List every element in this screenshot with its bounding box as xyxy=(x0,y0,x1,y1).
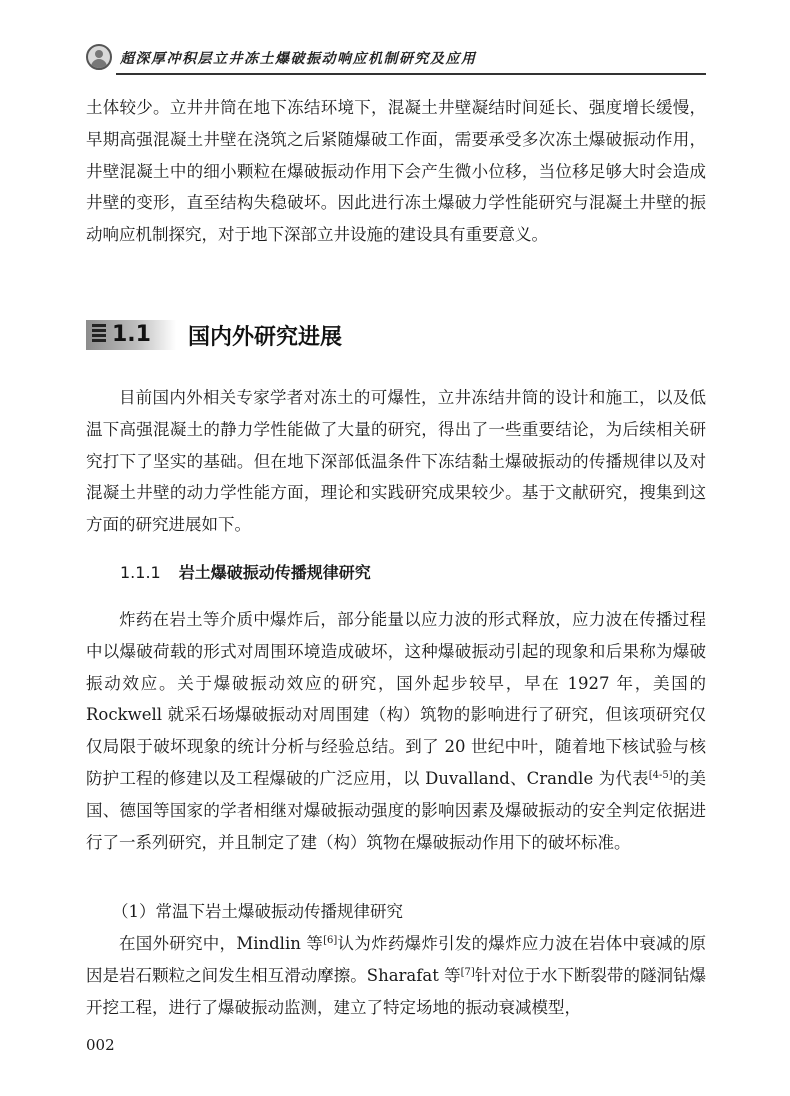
page-number: 002 xyxy=(86,1036,115,1054)
list-icon xyxy=(92,324,106,344)
citation: [7] xyxy=(460,966,475,978)
author-portrait-icon xyxy=(86,44,112,70)
book-title: 超深厚冲积层立井冻土爆破振动响应机制研究及应用 xyxy=(120,51,477,67)
text-run: 在国外研究中，Mindlin 等 xyxy=(119,934,324,953)
section-title: 国内外研究进展 xyxy=(188,325,343,350)
subsection-number: 1.1.1 xyxy=(120,563,161,582)
text-run: 认为炸药爆炸引发的爆炸应力波在岩体中衰减的原因是岩石颗粒之间发生相互滑动摩擦。Sharafat 等 xyxy=(86,934,706,985)
section-heading xyxy=(86,316,706,356)
running-header xyxy=(86,42,706,76)
body-paragraph xyxy=(86,604,706,858)
section-paragraph: 目前国内外相关专家学者对冻土的可爆性，立井冻结井筒的设计和施工，以及低温下高强混凝土的静力学性能做了大量的研究，得出了一些重要结论，为后续相关研究打下了坚实的基础。但在地下深部低温条件下冻结黏土爆破振动的传播规律以及对混凝土井壁的动力学性能方面，理论和实践研究成果较少。基于文献研究，搜集到这方面的研究进展如下。 xyxy=(86,388,706,535)
section-badge xyxy=(86,320,176,350)
citation: [4-5] xyxy=(648,769,673,781)
body-paragraph-2 xyxy=(86,928,706,1023)
subsection-heading xyxy=(120,560,371,583)
list-item-heading: （1）常温下岩土爆破振动传播规律研究 xyxy=(112,902,403,921)
section-number: 1.1 xyxy=(112,322,151,347)
subsection-title: 岩土爆破振动传播规律研究 xyxy=(178,563,371,582)
header-rule xyxy=(116,73,706,75)
intro-paragraph: 土体较少。立井井筒在地下冻结环境下，混凝土井壁凝结时间延长、强度增长缓慢，早期高强混凝土井壁在浇筑之后紧随爆破工作面，需要承受多次冻土爆破振动作用，井壁混凝土中的细小颗粒在爆破振动作用下会产生微小位移，当位移足够大时会造成井壁的变形，直至结构失稳破坏。因此进行冻土爆破力学性能研究与混凝土井壁的振动响应机制探究，对于地下深部立井设施的建设具有重要意义。 xyxy=(86,98,706,245)
text-run: 的美国、德国等国家的学者相继对爆破振动强度的影响因素及爆破振动的安全判定依据进行了一系列研究，并且制定了建（构）筑物在爆破振动作用下的破坏标准。 xyxy=(86,768,706,852)
citation: [6] xyxy=(323,935,338,946)
text-run: 针对位于水下断裂带的隧洞钻爆开挖工程，进行了爆破振动监测，建立了特定场地的振动衰减模型， xyxy=(86,965,706,1017)
text-run: 炸药在岩土等介质中爆炸后，部分能量以应力波的形式释放，应力波在传播过程中以爆破荷载的形式对周围环境造成破坏，这种爆破振动引起的现象和后果称为爆破振动效应。关于爆破振动效应的研究，国外起步较早，早在 1927 年，美国的 Rockwell 就采石场爆破振动对周围建（构）筑物的影响进行了研究，但该项研究仅仅局限于破坏现象的统计分析与经验总结。到了 20 世纪中叶，随着地下核试验与核防护工程的修建以及工程爆破的广泛应用，以 Duvalland、Crandle 为代表 xyxy=(86,610,706,788)
